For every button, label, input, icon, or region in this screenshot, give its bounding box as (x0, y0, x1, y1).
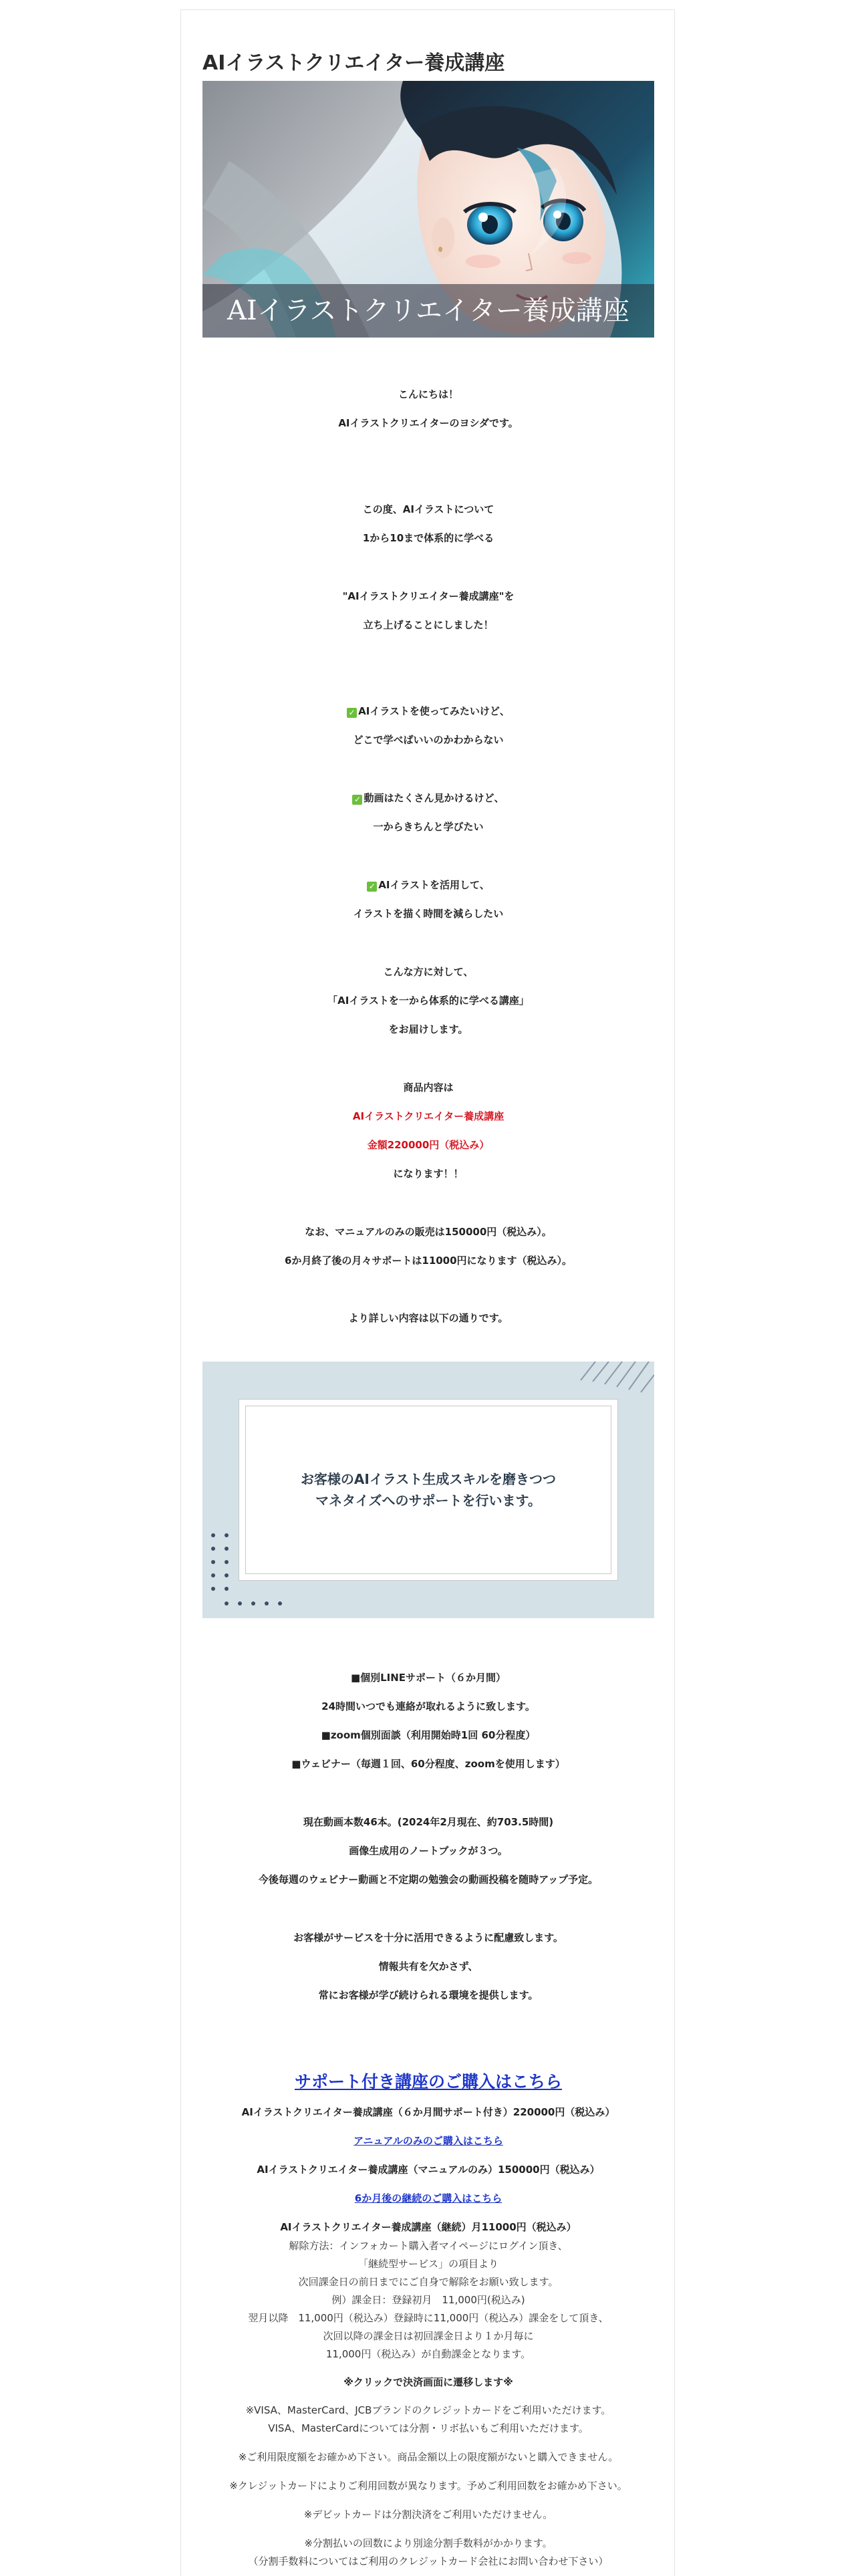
support-line: ■個別LINEサポート（６か月間） (350, 1672, 507, 1684)
support-line: お客様がサービスを十分に活用できるように配慮致します。 (293, 1932, 563, 1944)
offer-line: 商品内容は (403, 1081, 454, 1093)
product-name: AIイラストクリエイター養成講座 (352, 1110, 505, 1122)
page-title: AIイラストクリエイター養成講座 (202, 51, 505, 75)
check-item (181, 878, 676, 892)
payment-note: ※クレジットカードによりご利用回数が異なります。予めご利用回数をお確かめ下さい。 (229, 2480, 627, 2492)
click-note: ※クリックで決済画面に遷移します※ (343, 2376, 513, 2388)
intro-line: "AIイラストクリエイター養成講座"を (342, 590, 515, 602)
purchase-support-desc: AIイラストクリエイター養成講座（６か月間サポート付き）220000円（税込み） (241, 2106, 615, 2118)
offer-line: なお、マニュアルのみの販売は150000円（税込み）。 (305, 1226, 552, 1238)
payment-note: ※ご利用限度額をお確かめ下さい。商品金額以上の限度額がないと購入できません。 (238, 2451, 619, 2463)
intro-line: AIイラストクリエイターのヨシダです。 (338, 417, 519, 429)
purchase-support-link[interactable]: サポート付き講座のご購入はこちら (294, 2072, 562, 2091)
feature-panel (202, 1362, 654, 1618)
check-item-sub: イラストを描く時間を減らしたい (353, 908, 504, 920)
support-line: 画像生成用のノートブックが３つ。 (349, 1845, 508, 1857)
support-line: 24時間いつでも連絡が取れるように致します。 (321, 1700, 535, 1712)
check-item (181, 704, 676, 718)
offer-line: になります！！ (393, 1168, 464, 1180)
support-line: ■zoom個別面談（利用開始時1回 60分程度） (321, 1729, 536, 1741)
purchase-manual-desc: AIイラストクリエイター養成講座（マニュアルのみ）150000円（税込み） (257, 2164, 600, 2176)
panel-line: お客様のAIイラスト生成スキルを磨きつつ (300, 1471, 557, 1487)
offer-line: をお届けします。 (388, 1023, 468, 1035)
offer-line: 6か月終了後の月々サポートは11000円になります（税込み）。 (284, 1255, 573, 1267)
intro-line: 立ち上げることにしました！ (363, 619, 494, 631)
check-item-sub: どこで学べばいいのかわからない (353, 734, 504, 746)
check-item (181, 791, 676, 805)
purchase-continuation-desc: AIイラストクリエイター養成講座（継続）月11000円（税込み） (280, 2221, 577, 2233)
offer-line: こんな方に対して、 (383, 966, 474, 978)
cancel-note: 11,000円（税込み）が自動課金となります。 (325, 2348, 531, 2360)
hero-image (202, 81, 654, 338)
cancel-note: 次回以降の課金日は初回課金日より１か月毎に (323, 2330, 534, 2342)
check-item-sub: 一からきちんと学びたい (373, 821, 484, 833)
check-icon: ✓ (367, 882, 377, 892)
check-text: 動画はたくさん見かけるけど、 (364, 792, 505, 804)
payment-note: ※VISA、MasterCard、JCBブランドのクレジットカードをご利用いただけます。 (245, 2404, 611, 2416)
intro-line: この度、AIイラストについて (362, 503, 494, 515)
check-icon: ✓ (347, 708, 357, 718)
offer-line: 「AIイラストを一から体系的に学べる講座」 (327, 995, 529, 1007)
offer-line: より詳しい内容は以下の通りです。 (348, 1312, 509, 1324)
cancel-note: 例）課金日：登録初月 11,000円(税込み) (331, 2294, 525, 2306)
intro-line: 1から10まで体系的に学べる (362, 532, 494, 544)
support-line: ■ウェビナー（毎週１回、60分程度、zoomを使用します） (291, 1758, 565, 1770)
panel-message (239, 1468, 618, 1511)
cancel-note: 解除方法：インフォカート購入者マイページにログイン頂き、 (289, 2240, 568, 2252)
purchase-continuation-link[interactable]: 6か月後の継続のご購入はこちら (354, 2192, 503, 2204)
check-icon: ✓ (352, 795, 362, 805)
product-price: 金額220000円（税込み） (367, 1139, 490, 1151)
purchase-manual-link[interactable]: アニュアルのみのご購入はこちら (353, 2135, 503, 2147)
support-line: 今後毎週のウェビナー動画と不定期の勉強会の動画投稿を随時アップ予定。 (258, 1874, 599, 1886)
panel-line: マネタイズへのサポートを行います。 (315, 1493, 541, 1509)
payment-note: （分割手数料についてはご利用のクレジットカード会社にお問い合わせ下さい） (248, 2555, 609, 2567)
intro-line: こんにちは！ (398, 388, 458, 400)
cancel-note: 次回課金日の前日までにご自身で解除をお願い致します。 (298, 2276, 559, 2288)
payment-note: ※デビットカードは分割決済をご利用いただけません。 (303, 2508, 553, 2521)
cancel-note: 翌月以降 11,000円（税込み）登録時に11,000円（税込み）課金をして頂き、 (248, 2312, 609, 2324)
check-text: AIイラストを使ってみたいけど、 (358, 705, 510, 717)
article-sheet (180, 9, 675, 2576)
support-line: 現在動画本数46本。(2024年2月現在、約703.5時間) (303, 1816, 554, 1828)
support-line: 常にお客様が学び続けられる環境を提供します。 (318, 1989, 539, 2001)
hero-caption: AIイラストクリエイター養成講座 (202, 284, 654, 338)
check-text: AIイラストを活用して、 (378, 879, 490, 891)
payment-note: VISA、MasterCardについては分割・リボ払いもご利用いただけます。 (268, 2422, 589, 2434)
cancel-note: 「継続型サービス」の項目より (358, 2258, 498, 2270)
panel-card (239, 1399, 618, 1581)
payment-note: ※分割払いの回数により別途分割手数料がかかります。 (304, 2537, 553, 2549)
support-line: 情報共有を欠かさず、 (378, 1960, 478, 1972)
